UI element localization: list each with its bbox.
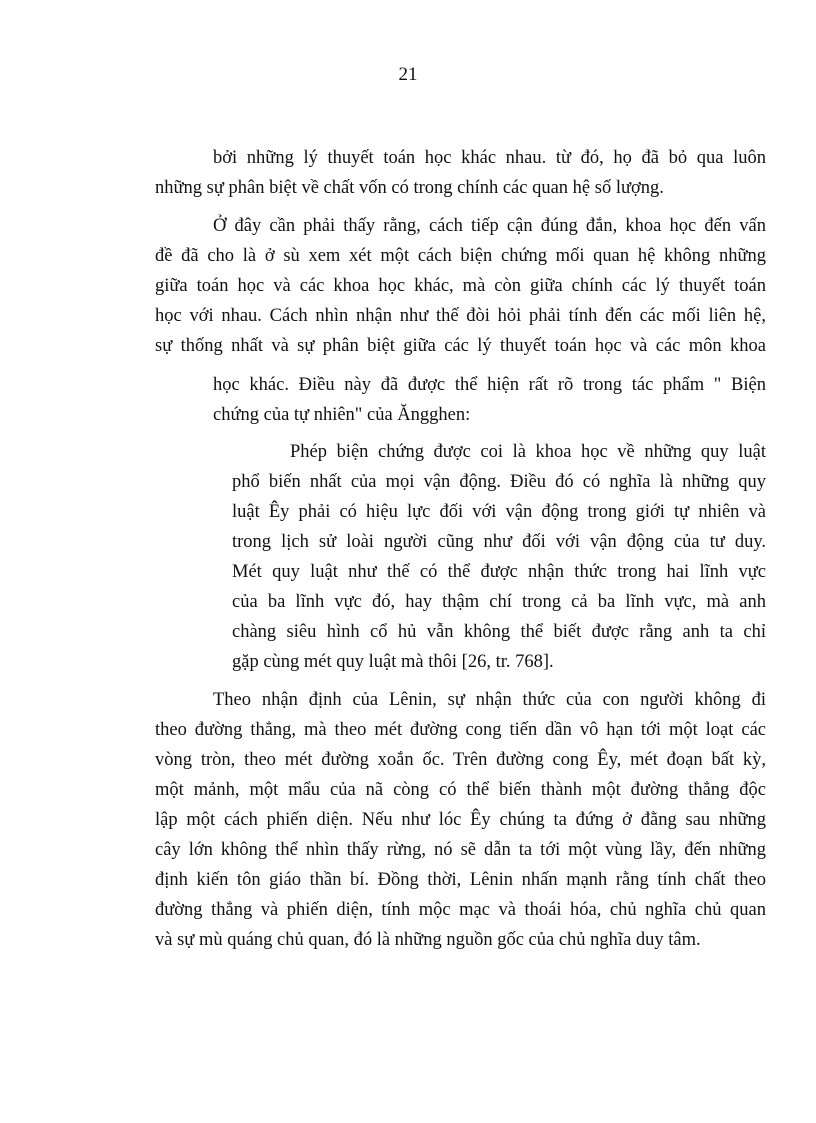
paragraph-4-line-6: cây lớn không thể nhìn thấy rừng, nó sẽ dẫn ta tới một vùng lầy, đến những xyxy=(155,840,766,860)
quote-line-8: gặp cùng mét quy luật mà thôi [26, tr. 768]. xyxy=(232,652,554,672)
quote-line-3: luật Êy phải có hiệu lực đối với vận động trong giới tự nhiên và xyxy=(232,502,766,522)
quote-line-6: của ba lĩnh vực đó, hay thậm chí trong cả ba lĩnh vực, mà anh xyxy=(232,592,766,612)
paragraph-2-line-4: học với nhau. Cách nhìn nhận như thế đòi hỏi phải tính đến các mối liên hệ, xyxy=(155,306,766,326)
paragraph-2-line-5: sự thống nhất và sự phân biệt giữa các lý thuyết toán học và các môn khoa xyxy=(155,336,766,356)
paragraph-4-line-4: một mảnh, một mẩu của nã còng có thể biến thành một đường thẳng độc xyxy=(155,780,766,800)
quote-line-1: Phép biện chứng được coi là khoa học về những quy luật xyxy=(290,442,766,462)
page-number: 21 xyxy=(398,64,418,85)
paragraph-4-line-7: định kiến tôn giáo thần bí. Đồng thời, Lênin nhấn mạnh rằng tính chất theo xyxy=(155,870,766,890)
paragraph-4-line-3: vòng tròn, theo mét đường xoắn ốc. Trên đường cong Êy, mét đoạn bất kỳ, xyxy=(155,750,766,770)
paragraph-2-line-3: giữa toán học và các khoa học khác, mà còn giữa chính các lý thuyết toán xyxy=(155,276,766,296)
paragraph-3-line-2: chứng của tự nhiên" của Ăngghen: xyxy=(213,405,471,425)
paragraph-4-line-5: lập một cách phiến diện. Nếu như lóc Êy chúng ta đứng ở đằng sau những xyxy=(155,810,766,830)
quote-line-5: Mét quy luật như thế có thể được nhận thức trong hai lĩnh vực xyxy=(232,562,766,582)
quote-line-4: trong lịch sử loài người cũng như đối với vận động của tư duy. xyxy=(232,532,766,552)
paragraph-2-line-2: đề đã cho là ở sù xem xét một cách biện chứng mối quan hệ không những xyxy=(155,246,766,266)
paragraph-2-line-1: Ở đây cần phải thấy rằng, cách tiếp cận đúng đắn, khoa học đến vấn xyxy=(213,216,766,236)
paragraph-1-line-1: bởi những lý thuyết toán học khác nhau. từ đó, họ đã bỏ qua luôn xyxy=(213,148,766,168)
paragraph-3-line-1: học khác. Điều này đã được thể hiện rất rõ trong tác phẩm " Biện xyxy=(213,375,766,395)
quote-line-7: chàng siêu hình cổ hủ vẫn không thể biết được rằng anh ta chỉ xyxy=(232,622,766,642)
paragraph-1-line-2: những sự phân biệt về chất vốn có trong chính các quan hệ số lượng. xyxy=(155,178,664,198)
paragraph-4-line-2: theo đường thẳng, mà theo mét đường cong tiến dần vô hạn tới một loạt các xyxy=(155,720,766,740)
paragraph-4-line-1: Theo nhận định của Lênin, sự nhận thức của con người không đi xyxy=(213,690,766,710)
paragraph-4-line-8: đường thẳng và phiến diện, tính mộc mạc và thoái hóa, chủ nghĩa chủ quan xyxy=(155,900,766,920)
paragraph-4-line-9: và sự mù quáng chủ quan, đó là những nguồn gốc của chủ nghĩa duy tâm. xyxy=(155,930,701,950)
quote-line-2: phổ biến nhất của mọi vận động. Điều đó có nghĩa là những quy xyxy=(232,472,766,492)
